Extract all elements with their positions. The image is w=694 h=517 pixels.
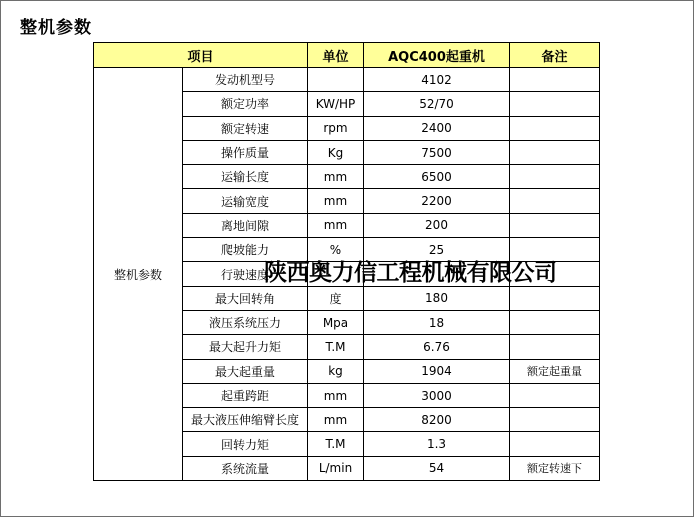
note-cell [510,189,600,213]
note-cell: 额定转速下 [510,456,600,480]
header-note: 备注 [510,43,600,68]
param-name-cell: 最大液压伸缩臂长度 [183,408,308,432]
company-watermark: 陕西奥力信工程机械有限公司 [264,260,557,286]
note-cell [510,432,600,456]
unit-cell: T.M [308,432,364,456]
header-model: AQC400起重机 [364,43,510,68]
unit-cell: mm [308,383,364,407]
value-cell: 4102 [364,68,510,92]
value-cell: 52/70 [364,92,510,116]
header-unit: 单位 [308,43,364,68]
param-name-cell: 发动机型号 [183,68,308,92]
param-name-cell: 行驶速度 [183,262,308,286]
note-cell [510,140,600,164]
unit-cell: Mpa [308,310,364,334]
note-cell [510,92,600,116]
param-name-cell: 最大回转角 [183,286,308,310]
note-cell [510,310,600,334]
unit-cell: Kg [308,140,364,164]
unit-cell: KW/HP [308,92,364,116]
param-name-cell: 额定功率 [183,92,308,116]
unit-cell: 度 [308,286,364,310]
value-cell: 1.3 [364,432,510,456]
unit-cell: mm [308,165,364,189]
value-cell: 180 [364,286,510,310]
value-cell: 6500 [364,165,510,189]
note-cell [510,165,600,189]
value-cell: 2200 [364,189,510,213]
value-cell: 3000 [364,383,510,407]
value-cell: 200 [364,213,510,237]
unit-cell: mm [308,213,364,237]
param-name-cell: 最大起升力矩 [183,335,308,359]
table-header-row [94,43,600,68]
param-name-cell: 系统流量 [183,456,308,480]
unit-cell [308,68,364,92]
param-name-cell: 操作质量 [183,140,308,164]
value-cell: 54 [364,456,510,480]
note-cell [510,213,600,237]
note-cell: 额定起重量 [510,359,600,383]
param-name-cell: 最大起重量 [183,359,308,383]
unit-cell: kg [308,359,364,383]
note-cell [510,286,600,310]
note-cell [510,408,600,432]
note-cell [510,335,600,359]
param-name-cell: 爬坡能力 [183,238,308,262]
param-name-cell: 起重跨距 [183,383,308,407]
unit-cell: T.M [308,335,364,359]
param-name-cell: 运输宽度 [183,189,308,213]
value-cell: 6.76 [364,335,510,359]
param-name-cell: 运输长度 [183,165,308,189]
param-name-cell: 离地间隙 [183,213,308,237]
note-cell [510,68,600,92]
header-item: 项目 [94,43,308,68]
group-label: 整机参数 [94,68,183,481]
table-row [94,68,600,92]
value-cell: 25 [364,238,510,262]
page-title: 整机参数 [20,18,92,38]
value-cell: 2400 [364,116,510,140]
param-name-cell: 液压系统压力 [183,310,308,334]
value-cell: 8200 [364,408,510,432]
value-cell: 7500 [364,140,510,164]
note-cell [510,383,600,407]
param-name-cell: 回转力矩 [183,432,308,456]
unit-cell: mm [308,408,364,432]
unit-cell: L/min [308,456,364,480]
value-cell: 1904 [364,359,510,383]
unit-cell: mm [308,189,364,213]
note-cell [510,116,600,140]
unit-cell: % [308,238,364,262]
param-name-cell: 额定转速 [183,116,308,140]
unit-cell: rpm [308,116,364,140]
value-cell: 18 [364,310,510,334]
